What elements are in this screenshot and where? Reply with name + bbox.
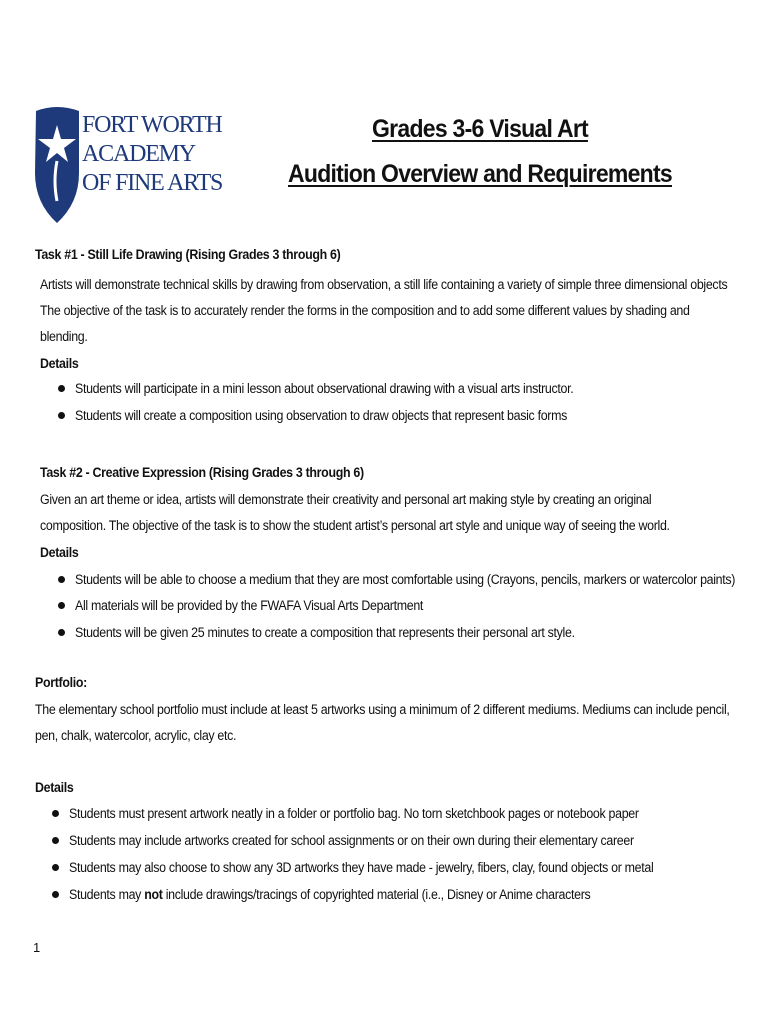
bullet-4-pre: Students may <box>69 887 145 902</box>
logo-line-3: OF FINE ARTS <box>82 170 223 196</box>
portfolio-details-label: Details <box>35 780 74 795</box>
logo-line-1: FORT WORTH <box>82 112 222 138</box>
portfolio-heading: Portfolio: <box>35 675 87 690</box>
page-subtitle: Audition Overview and Requirements <box>288 160 672 188</box>
page-title: Grades 3-6 Visual Art <box>372 115 588 143</box>
task2-heading: Task #2 - Creative Expression (Rising Grades 3 through 6) <box>40 465 364 480</box>
bullet-dot <box>58 385 65 392</box>
task1-line-1: Artists will demonstrate technical skills by drawing from observation, a still life containing a variety of simple three dimensional objects <box>40 277 728 292</box>
portfolio-bullet-1: Students must present artwork neatly in a folder or portfolio bag. No torn sketchbook pages or notebook paper <box>69 806 639 821</box>
school-logo <box>33 103 223 225</box>
portfolio-line-1: The elementary school portfolio must include at least 5 artworks using a minimum of 2 different mediums. Mediums can include pencil, <box>35 702 730 717</box>
task2-bullet-2: All materials will be provided by the FWAFA Visual Arts Department <box>75 598 424 613</box>
bullet-dot <box>52 837 59 844</box>
task1-bullet-1: Students will participate in a mini lesson about observational drawing with a visual arts instructor. <box>75 381 574 396</box>
task2-bullet-1: Students will be able to choose a medium that they are most comfortable using (Crayons, pencils, markers or watercolor paints) <box>75 572 736 587</box>
task2-details-label: Details <box>40 545 79 560</box>
page-number: 1 <box>33 940 41 955</box>
task1-line-2: The objective of the task is to accurately render the forms in the composition and to add some different values by shading and <box>40 303 690 318</box>
bullet-dot <box>58 602 65 609</box>
logo-line-2: ACADEMY <box>82 141 195 167</box>
portfolio-bullet-4 <box>69 882 590 908</box>
task1-line-3: blending. <box>40 329 88 344</box>
task1-bullet-2: Students will create a composition using observation to draw objects that represent basic forms <box>75 408 568 423</box>
shield-star-icon <box>33 103 81 225</box>
logo-wordmark <box>82 111 223 198</box>
task2-line-2: composition. The objective of the task is to show the student artist’s personal art style and unique way of seeing the world. <box>40 518 670 533</box>
bullet-dot <box>52 891 59 898</box>
bullet-4-post: include drawings/tracings of copyrighted material (i.e., Disney or Anime characters <box>162 887 591 902</box>
bullet-dot <box>52 810 59 817</box>
task2-bullet-3: Students will be given 25 minutes to create a composition that represents their personal art style. <box>75 625 575 640</box>
bullet-dot <box>52 864 59 871</box>
portfolio-bullet-3: Students may also choose to show any 3D artworks they have made - jewelry, fibers, clay, found objects or metal <box>69 860 654 875</box>
bullet-dot <box>58 629 65 636</box>
bullet-dot <box>58 412 65 419</box>
portfolio-bullet-2: Students may include artworks created for school assignments or on their own during their elementary career <box>69 833 634 848</box>
task1-details-label: Details <box>40 356 79 371</box>
task1-heading: Task #1 - Still Life Drawing (Rising Grades 3 through 6) <box>35 247 341 262</box>
bullet-dot <box>58 576 65 583</box>
portfolio-line-2: pen, chalk, watercolor, acrylic, clay etc. <box>35 728 237 743</box>
task2-line-1: Given an art theme or idea, artists will demonstrate their creativity and personal art making style by creating an original <box>40 492 652 507</box>
bullet-4-bold: not <box>144 887 163 902</box>
